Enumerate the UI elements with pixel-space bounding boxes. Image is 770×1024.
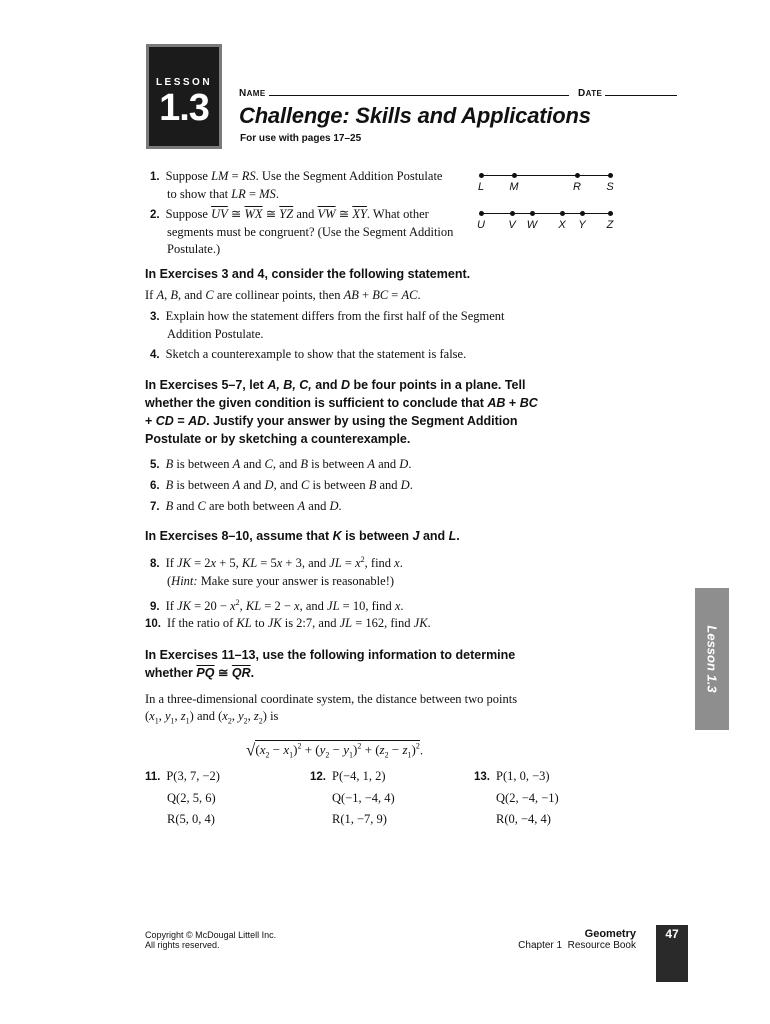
exercise-2: 2. Suppose $\overline{UV}$ ≅ $\overline{WX}$ ≅ $\overline{YZ}$ and $\overline{VW}$ ≅ $\overline{XY}$. What other segments must be congruent? (Use the Segment Addition Postulate.) (150, 207, 454, 256)
exercise-9: 9. If JK = $20 - x^2$, KL = 2 − x, and JL = 10, find x. (150, 598, 404, 614)
exercise-3: 3. Explain how the statement differs from the first half of the Segment Addition Postulate. (150, 309, 505, 341)
lesson-side-tab (695, 588, 729, 730)
exercise-number: 9. (150, 601, 160, 614)
section-heading-3-4: In Exercises 3 and 4, consider the following statement. (145, 267, 471, 281)
exercise-number: 8. (150, 558, 160, 571)
point-q: Q(2, −4, −1) (496, 791, 559, 805)
label-Z: Z (606, 219, 614, 231)
exercise-number: 13. (474, 771, 490, 783)
distance-formula: $√(x_2 - x_1)^2 + (y_2 - y_1)^2 + (z_2 - z_1)^2$. (246, 740, 424, 760)
exercise-7: 7. B and C are both between A and D. (150, 499, 342, 513)
number-line-lmrs (477, 171, 614, 195)
exercise-number: 5. (150, 459, 160, 471)
point-V (510, 211, 515, 216)
label-U: U (477, 219, 485, 231)
label-M: M (509, 181, 519, 193)
exercise-11 (145, 766, 285, 830)
point-p: P(3, 7, −2) (166, 769, 220, 783)
book-title: Geometry (584, 928, 636, 940)
point-U (479, 211, 484, 216)
book-info (470, 928, 636, 952)
exercise-12 (310, 766, 460, 830)
exercise-number: 4. (150, 349, 160, 361)
section-heading-5-7: In Exercises 5–7, let A, B, C, and D be four points in a plane. Tell whether the given condition is sufficient to conclude that AB + BC + CD = AD. Justify your answer by using the Segment Addition Postulate or by sketching a counterexample. (145, 378, 538, 446)
intro-11-13: In a three-dimensional coordinate system, the distance between two points ($x_1$, $y_1$, $z_1$) and ($x_2$, $y_2$, $z_2$) is (145, 692, 518, 726)
lesson-number: 1.3 (159, 87, 209, 129)
exercise-number: 3. (150, 311, 160, 323)
exercise-4-text: Sketch a counterexample to show that the statement is false. (165, 347, 467, 361)
point-X (560, 211, 565, 216)
lesson-label: LESSON (155, 77, 213, 88)
exercise-number: 7. (150, 501, 160, 513)
exercise-10: 10. If the ratio of KL to JK is 2:7, and JL = 162, find JK. (145, 616, 431, 630)
label-Y: Y (578, 219, 586, 231)
exercise-5: 5. B is between A and C, and B is between A and D. (150, 457, 412, 471)
name-label: NAME (239, 88, 266, 99)
point-p: P(−4, 1, 2) (332, 769, 386, 783)
name-date-row (239, 86, 689, 99)
page-subtitle: For use with pages 17–25 (240, 133, 362, 144)
label-R: R (573, 181, 581, 193)
label-L: L (477, 181, 485, 193)
date-label: DATE (577, 88, 603, 99)
exercise-4 (150, 346, 530, 364)
label-V: V (508, 219, 516, 231)
lesson-badge (146, 44, 222, 149)
exercise-6: 6. B is between A and D, and C is between B and D. (150, 478, 413, 492)
point-q: Q(2, 5, 6) (167, 791, 216, 805)
section-heading-11-13: In Exercises 11–13, use the following information to determine whether $\overline{PQ}$ ≅ $\overline{QR}$. (145, 648, 516, 680)
number-line-uvwxyz (477, 209, 614, 233)
point-p: P(1, 0, −3) (496, 769, 550, 783)
point-W (530, 211, 535, 216)
point-L (479, 173, 484, 178)
point-q: Q(−1, −4, 4) (332, 791, 395, 805)
exercise-8: 8. If JK = 2x + 5, KL = 5x + 3, and JL = $x^2$, find x. (Hint: Make sure your answer is reasonable!) (150, 555, 403, 589)
label-X: X (558, 219, 566, 231)
point-R (575, 173, 580, 178)
exercise-13 (474, 766, 624, 830)
exercise-number: 12. (310, 771, 326, 783)
exercise-1: 1. Suppose LM = RS. Use the Segment Addition Postulate to show that LR = MS. (150, 169, 443, 201)
point-M (512, 173, 517, 178)
statement-3-4: If A, B, and C are collinear points, then AB + BC = AC. (145, 288, 421, 302)
section-heading-8-10: In Exercises 8–10, assume that K is between J and L. (145, 529, 460, 543)
point-Z (608, 211, 613, 216)
point-Y (580, 211, 585, 216)
label-S: S (606, 181, 614, 193)
point-S (608, 173, 613, 178)
exercise-number: 2. (150, 209, 160, 221)
name-field[interactable] (269, 86, 569, 96)
exercise-number: 1. (150, 171, 160, 183)
point-r: R(5, 0, 4) (167, 812, 215, 826)
date-field[interactable] (605, 86, 677, 96)
page-number: 47 (656, 925, 688, 982)
label-W: W (526, 219, 538, 231)
copyright-line-2: All rights reserved. (145, 940, 220, 950)
side-tab-label: Lesson 1.3 (704, 625, 720, 693)
point-r: R(1, −7, 9) (332, 812, 387, 826)
book-subtitle: Chapter 1 Resource Book (518, 940, 636, 951)
page-title: Challenge: Skills and Applications (239, 103, 591, 128)
copyright-line-1: Copyright © McDougal Littell Inc. (145, 930, 277, 940)
point-r: R(0, −4, 4) (496, 812, 551, 826)
exercise-number: 11. (145, 771, 161, 783)
copyright (145, 930, 276, 950)
exercise-number: 6. (150, 480, 160, 492)
exercise-number: 10. (145, 618, 161, 630)
